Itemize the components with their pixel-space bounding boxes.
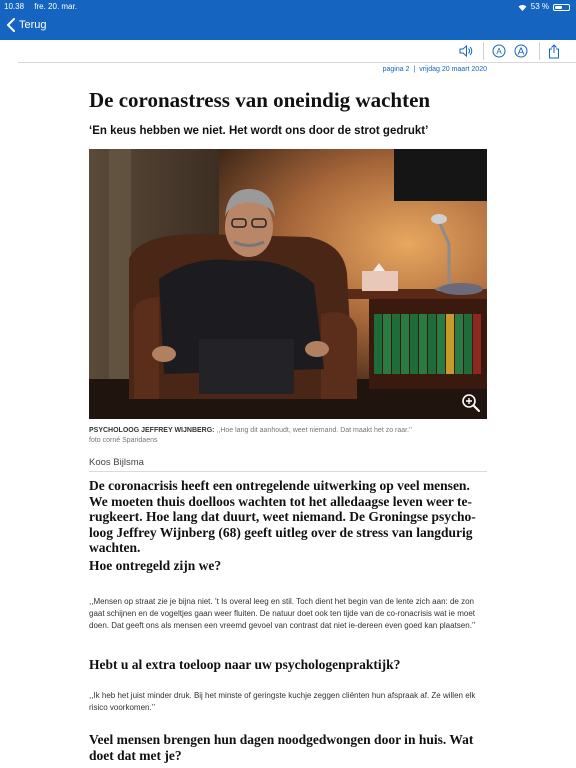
photo-caption [89,426,489,446]
question-heading: Hoe ontregeld zijn we? [89,558,222,573]
article-author: Koos Bijlsma [89,457,144,468]
caption-label: PSYCHOLOOG JEFFREY WIJNBERG: [89,427,215,434]
question-heading: Veel mensen brengen hun dagen noodgedwongen door in huis. Wat doet dat met je? [89,732,474,763]
status-date: fre. 20. mar. [34,2,77,11]
back-button-label: Terug [19,19,47,31]
wifi-icon [518,4,527,11]
font-decrease-icon [492,44,506,58]
author-divider [89,471,487,472]
toolbar-divider [539,42,540,60]
article-photo[interactable] [89,149,487,419]
caption-text: ,,Hoe lang dit aanhoudt, weet niemand. Dat maakt het zo raar.’’ [214,427,413,434]
share-icon [548,44,560,59]
meta-separator: | [413,66,416,73]
battery-icon [553,4,570,11]
battery-percentage: 53 % [530,2,549,11]
font-decrease-button[interactable] [490,43,508,59]
back-button[interactable] [6,18,47,32]
article-lead: De coronacrisis heeft een ontregelende uitwerking op veel mensen. We moeten thuis doelloos wachten tot het alledaagse leven weer te-rugkeert. Hoe lang dat duurt, weet niemand. De Groningse psycho-loog Jeffrey Wijnberg (68) geeft uitleg over de stress van langdurig wachten. [89,478,476,555]
zoom-in-icon[interactable] [461,393,481,413]
article-toolbar [0,40,576,62]
page-number: pagina 2 [382,66,410,73]
question-heading: Hebt u al extra toeloop naar uw psychologenpraktijk? [89,657,401,672]
publication-date: vrijdag 20 maart 2020 [419,66,487,73]
speaker-button[interactable] [457,43,475,59]
article-meta [383,66,487,73]
chevron-left-icon [6,18,16,32]
navigation-bar [0,14,576,40]
portrait-photo-illustration [89,149,487,419]
status-bar [0,0,576,14]
svg-text:A: A [496,47,502,56]
status-time: 10.38 [4,2,25,11]
share-button[interactable] [545,43,563,59]
toolbar-divider-line [18,62,576,63]
font-increase-icon [514,44,528,58]
article-subheadline: ‘En keus hebben we niet. Het wordt ons door de strot gedrukt’ [89,125,429,137]
toolbar-divider [483,42,484,60]
speaker-icon [459,45,473,57]
answer-paragraph: ,,Ik heb het juist minder druk. Bij het minste of geringste kuchje zeggen cliënten hun afspraak af. Ze willen elk risico voorkomen.’’ [89,691,476,712]
photo-credit: foto corné Sparidaens [89,437,158,444]
font-increase-button[interactable] [512,43,530,59]
article-headline: De coronastress van oneindig wachten [89,88,431,112]
svg-text:A: A [517,46,525,58]
answer-paragraph: ,,Mensen op straat zie je bijna niet. ’t Is overal leeg en stil. Toch dient het begin van de lente zich aan: de zon gaat schijnen en de vogeltjes gaan weer fluiten. De natuur doet ook ten tijde van de co-ronacrisis wat ie moet doen. Dat geeft ons als mensen een vreemd gevoel van contrast dat niet ie-dereen even goed kan plaatsen.’’ [89,597,476,630]
